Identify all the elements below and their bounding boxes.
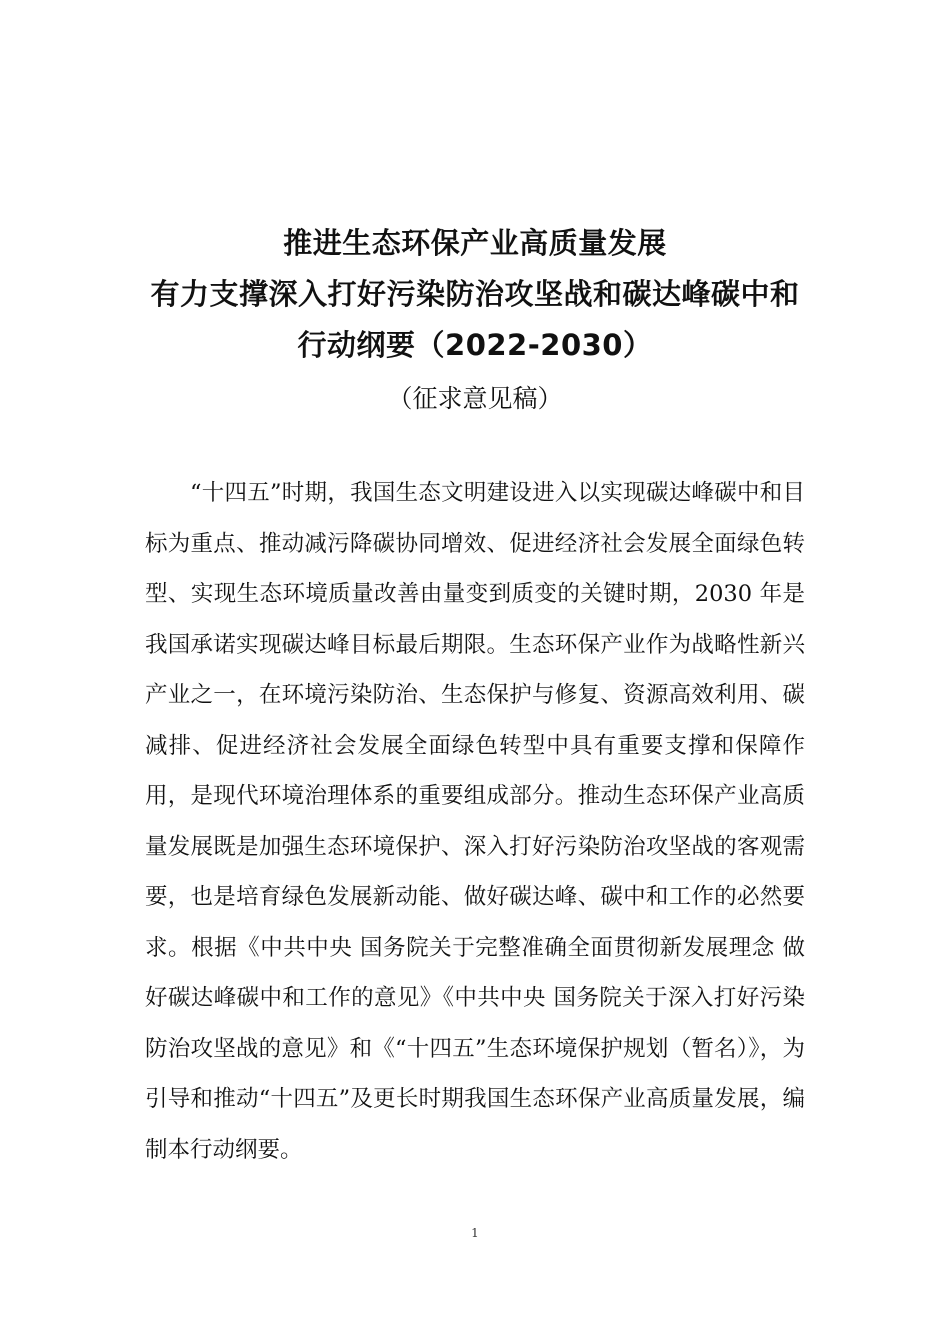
title-line-2: 有力支撑深入打好污染防治攻坚战和碳达峰碳中和	[150, 277, 800, 311]
title-line-1: 推进生态环保产业高质量发展	[283, 226, 667, 260]
document-subtitle: （征求意见稿）	[387, 384, 563, 413]
title-line-3: 行动纲要（2022-2030）	[297, 328, 653, 362]
document-title-block	[0, 218, 950, 419]
body-paragraph: “十四五”时期，我国生态文明建设进入以实现碳达峰碳中和目标为重点、推动减污降碳协同增效、促进经济社会发展全面绿色转型、实现生态环境质量改善由量变到质变的关键时期，2030 年是我国承诺实现碳达峰目标最后期限。生态环保产业作为战略性新兴产业之一，在环境污染防治、生态保护与修复、资源高效利用、碳减排、促进经济社会发展全面绿色转型中具有重要支撑和保障作用，是现代环境治理体系的重要组成部分。推动生态环保产业高质量发展既是加强生态环境保护、深入打好污染防治攻坚战的客观需要，也是培育绿色发展新动能、做好碳达峰、碳中和工作的必然要求。根据《中共中央 国务院关于完整准确全面贯彻新发展理念 做好碳达峰碳中和工作的意见》《中共中央 国务院关于深入打好污染防治攻坚战的意见》和《“十四五”生态环境保护规划（暂名）》，为引导和推动“十四五”及更长时期我国生态环保产业高质量发展，编制本行动纲要。	[145, 480, 805, 1163]
page-number: 1	[471, 1226, 479, 1240]
